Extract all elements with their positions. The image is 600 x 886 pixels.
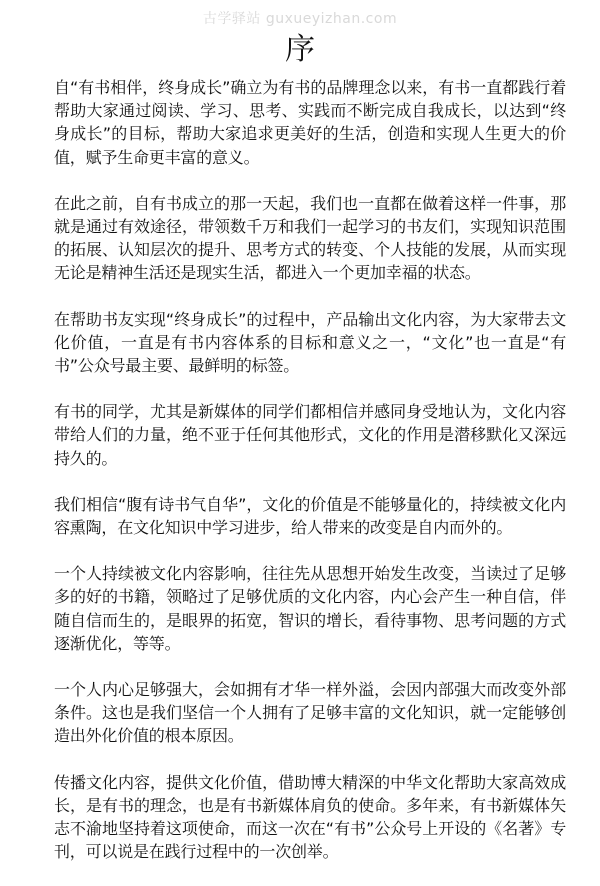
paragraph: 一个人持续被文化内容影响，往往先从思想开始发生改变，当读过了足够多的好的书籍，领略过了足够优质的文化内容，内心会产生一种自信，伴随自信而生的，是眼界的拓宽，智识的增长，看待事物、思考问题的方式逐渐优化，等等。 xyxy=(54,564,566,653)
site-watermark: 古学驿站 guxueyizhan.com xyxy=(202,11,398,27)
paragraph: 有书的同学，尤其是新媒体的同学们都相信并感同身受地认为，文化内容带给人们的力量，绝不亚于任何其他形式，文化的作用是潜移默化又深远持久的。 xyxy=(54,402,566,468)
paragraph: 我们相信“腹有诗书气自华”，文化的价值是不能够量化的，持续被文化内容熏陶，在文化知识中学习进步，给人带来的改变是自内而外的。 xyxy=(54,494,566,538)
paragraph: 一个人内心足够强大，会如拥有才华一样外溢，会因内部强大而改变外部条件。这也是我们坚信一个人拥有了足够丰富的文化知识，就一定能够创造出外化价值的根本原因。 xyxy=(54,680,566,746)
page-title: 序 xyxy=(285,32,315,67)
paragraph: 传播文化内容，提供文化价值，借助博大精深的中华文化帮助大家高效成长，是有书的理念，也是有书新媒体肩负的使命。多年来，有书新媒体矢志不渝地坚持着这项使命，而这一次在“有书”公众号上开设的《名著》专刊，可以说是在践行过程中的一次创举。 xyxy=(54,772,566,862)
paragraph: 自“有书相伴，终身成长”确立为有书的品牌理念以来，有书一直都践行着帮助大家通过阅读、学习、思考、实践而不断完成自我成长，以达到“终身成长”的目标，帮助大家追求更美好的生活，创造和实现人生更大的价值，赋予生命更丰富的意义。 xyxy=(54,78,566,167)
body-text xyxy=(54,76,566,886)
paragraph: 在此之前，自有书成立的那一天起，我们也一直都在做着这样一件事，那就是通过有效途径，带领数千万和我们一起学习的书友们，实现知识范围的拓展、认知层次的提升、思考方式的转变、个人技能的发展，从而实现无论是精神生活还是现实生活，都进入一个更加幸福的状态。 xyxy=(54,193,566,283)
paragraph: 在帮助书友实现“终身成长”的过程中，产品输出文化内容，为大家带去文化价值，一直是有书内容体系的目标和意义之一，“文化”也一直是“有书”公众号最主要、最鲜明的标签。 xyxy=(54,309,566,376)
